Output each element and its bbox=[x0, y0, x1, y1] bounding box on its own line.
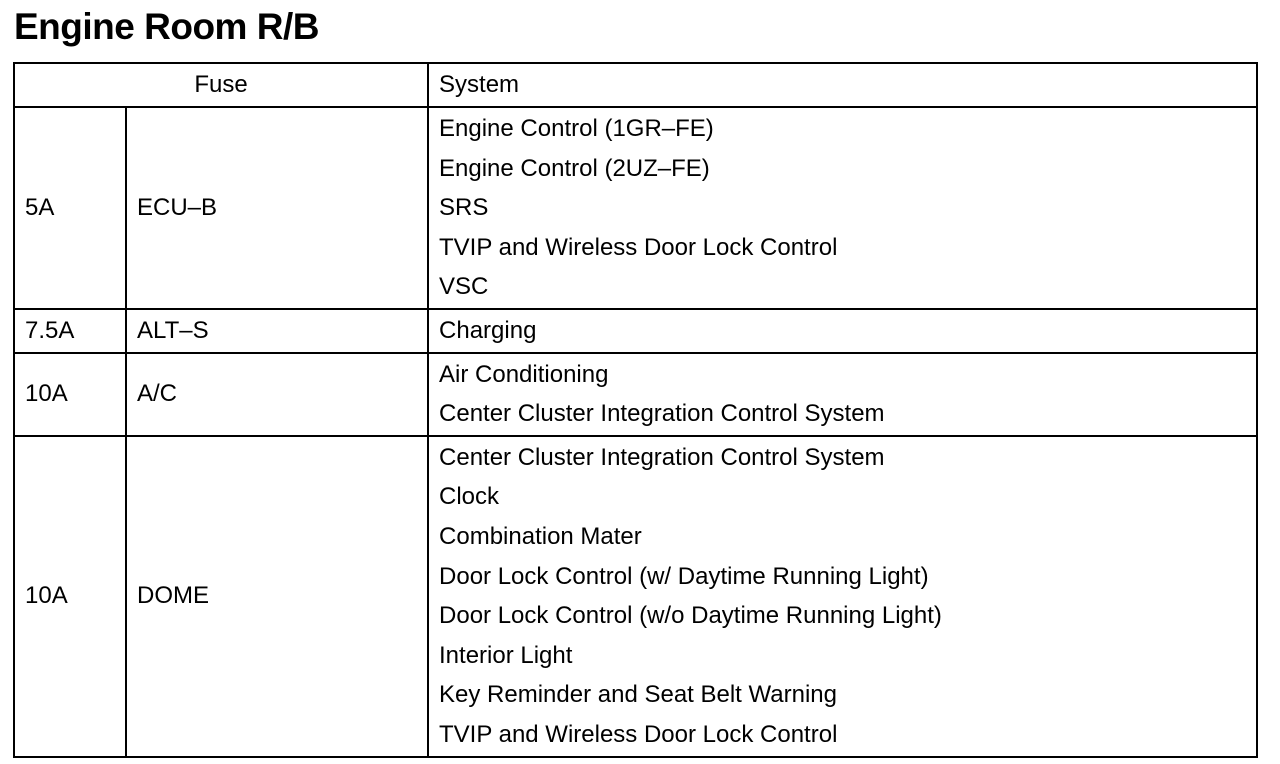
system-item: Air Conditioning bbox=[439, 360, 609, 388]
fuse-amperage: 10A bbox=[14, 436, 126, 757]
table-row bbox=[14, 309, 1257, 353]
system-item: Key Reminder and Seat Belt Warning bbox=[439, 681, 837, 709]
table-row bbox=[14, 436, 1257, 757]
fuse-amperage: 10A bbox=[14, 353, 126, 436]
system-item: Clock bbox=[439, 483, 500, 511]
system-item: Center Cluster Integration Control System bbox=[439, 400, 885, 428]
system-item: Door Lock Control (w/ Daytime Running Light) bbox=[439, 562, 929, 590]
system-list bbox=[428, 436, 1257, 757]
system-item: Center Cluster Integration Control System bbox=[439, 443, 885, 471]
system-list bbox=[428, 309, 1257, 353]
system-item: Combination Mater bbox=[439, 522, 642, 550]
system-item: Door Lock Control (w/o Daytime Running Light) bbox=[439, 602, 942, 630]
fuse-name: ALT–S bbox=[126, 309, 428, 353]
table-header-row bbox=[14, 63, 1257, 107]
system-item: TVIP and Wireless Door Lock Control bbox=[439, 233, 838, 261]
fuse-amperage: 5A bbox=[14, 107, 126, 309]
system-item: TVIP and Wireless Door Lock Control bbox=[439, 720, 838, 748]
fuse-name: ECU–B bbox=[126, 107, 428, 309]
system-list bbox=[428, 107, 1257, 309]
fuse-name: A/C bbox=[126, 353, 428, 436]
column-header-system: System bbox=[428, 63, 1257, 107]
fuse-name: DOME bbox=[126, 436, 428, 757]
system-item: SRS bbox=[439, 194, 489, 222]
system-item: Interior Light bbox=[439, 641, 573, 669]
system-list bbox=[428, 353, 1257, 436]
table-row bbox=[14, 353, 1257, 436]
system-item: Engine Control (1GR–FE) bbox=[439, 115, 714, 142]
system-item: VSC bbox=[439, 273, 489, 301]
table-row bbox=[14, 107, 1257, 309]
page-title: Engine Room R/B bbox=[14, 6, 319, 47]
system-item: Engine Control (2UZ–FE) bbox=[439, 154, 710, 182]
fuse-amperage: 7.5A bbox=[14, 309, 126, 353]
column-header-fuse: Fuse bbox=[14, 63, 428, 107]
system-item: Charging bbox=[439, 316, 537, 344]
fuse-table bbox=[13, 62, 1258, 758]
